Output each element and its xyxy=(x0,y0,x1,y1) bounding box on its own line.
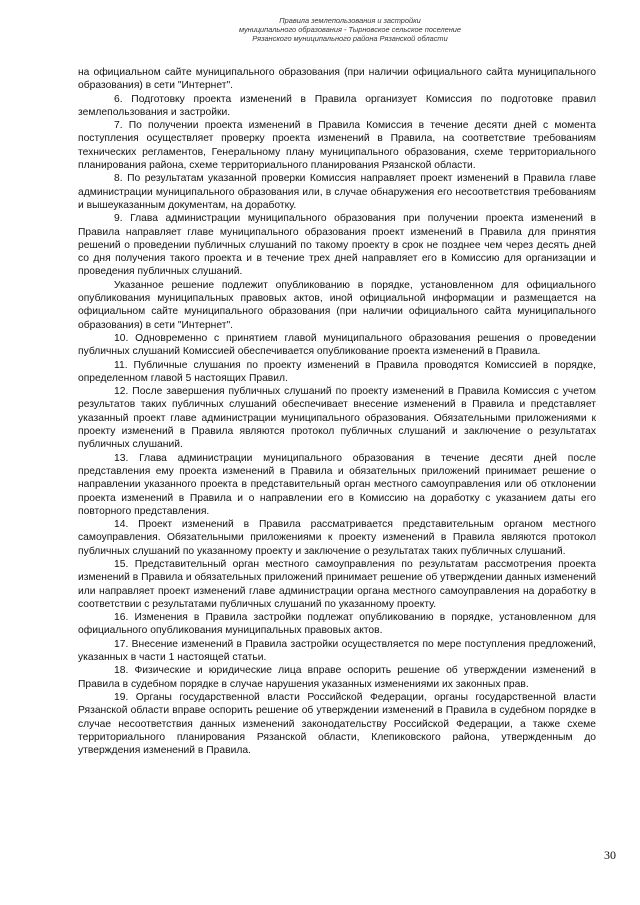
paragraph-13: 13. Глава администрации муниципального образования в течение десяти дней после представления ему проекта изменений в Правила и обязательных приложений принимает решение о направлении указанного проекта в представительный орган местного самоуправления или об отклонении проекта изменений в Правила и о направлении его в Комиссию на доработку с указанием даты его повторного представления. xyxy=(78,452,596,517)
header-line-title: Правила землепользования и застройки xyxy=(279,16,421,25)
page-number: 30 xyxy=(604,848,616,862)
paragraph-9-publication: Указанное решение подлежит опубликованию в порядке, установленном для официального опубликования муниципальных правовых актов, иной официальной информации и размещается на официальном сайте муниципального образования (при наличии официального сайта муниципального образования) в сети "Интернет". xyxy=(78,279,596,331)
paragraph-6: 6. Подготовку проекта изменений в Правила организует Комиссия по подготовке правил землепользования и застройки. xyxy=(78,93,596,118)
header-line-municipality: муниципального образования - Тырновское сельское поселение xyxy=(238,25,462,34)
paragraph-8: 8. По результатам указанной проверки Комиссия направляет проект изменений в Правила главе администрации муниципального образования или, в случае обнаружения его несоответствия требованиям и вышеуказанным документам, на доработку. xyxy=(78,173,596,211)
header-line-district: Рязанского муниципального района Рязанской области xyxy=(252,34,448,43)
paragraph-15: 15. Представительный орган местного самоуправления по результатам рассмотрения проекта изменений в Правила и обязательных приложений принимает решение об утверждении данных изменений или направляет проект изменений главе администрации органа местного самоуправления на доработку в соответствии с результатами публичных слушаний по указанному проекту. xyxy=(78,558,596,610)
paragraph-18: 18. Физические и юридические лица вправе оспорить решение об утверждении изменений в Правила в судебном порядке в случае нарушения указанных изменениями их законных прав. xyxy=(78,665,596,690)
paragraph-14: 14. Проект изменений в Правила рассматривается представительным органом местного самоуправления. Обязательными приложениями к проекту изменений в Правила являются протокол публичных слушаний по указанному проекту и заключение о результатах таких публичных слушаний. xyxy=(78,519,596,557)
paragraph-19: 19. Органы государственной власти Российской Федерации, органы государственной власти Рязанской области вправе оспорить решение об утверждении изменений в Правила в судебном порядке в случае несоответствия данных изменений законодательству Российской Федерации, а также схеме территориального планирования Рязанской области, Клепиковского района, утвержденным до утверждения изменений в Правила. xyxy=(78,691,596,757)
paragraph-continuation: на официальном сайте муниципального образования (при наличии официального сайта муниципального образования) в сети "Интернет". xyxy=(78,67,596,92)
body-text xyxy=(78,66,596,757)
paragraph-7: 7. По получении проекта изменений в Правила Комиссия в течение десяти дней с момента поступления осуществляет проверку проекта изменений в Правила, на соответствие требованиям технических регламентов, Генеральному плану муниципального образования, схеме территориального планирования района, схеме территориального планирования Рязанской области. xyxy=(78,120,596,172)
paragraph-10: 10. Одновременно с принятием главой муниципального образования решения о проведении публичных слушаний Комиссией обеспечивается опубликование проекта изменений в Правила. xyxy=(78,332,596,358)
running-header xyxy=(150,16,550,43)
paragraph-12: 12. После завершения публичных слушаний по проекту изменений в Правила Комиссия с учетом результатов таких публичных слушаний обеспечивает внесение изменений в Правила и представляет указанный проект главе администрации муниципального образования. Обязательными приложениями к проекту изменений в Правила являются протокол публичных слушаний и заключение о результатах публичных слушаний. xyxy=(78,386,596,451)
paragraph-16: 16. Изменения в Правила застройки подлежат опубликованию в порядке, установленном для официального опубликования муниципальных правовых актов. xyxy=(78,612,596,637)
paragraph-9: 9. Глава администрации муниципального образования при получении проекта изменений в Правила направляет главе муниципального образования проект изменений в Правила для принятия решений о проведении публичных слушаний по такому проекту в срок не позднее чем через десять дней со дня получения такого проекта и в течение трех дней направляет его в Комиссию для организации и проведения публичных слушаний. xyxy=(78,213,596,278)
paragraph-11: 11. Публичные слушания по проекту изменений в Правила проводятся Комиссией в порядке, определенном главой 5 настоящих Правил. xyxy=(78,359,596,384)
paragraph-17: 17. Внесение изменений в Правила застройки осуществляется по мере поступления предложений, указанных в части 1 настоящей статьи. xyxy=(78,638,596,664)
